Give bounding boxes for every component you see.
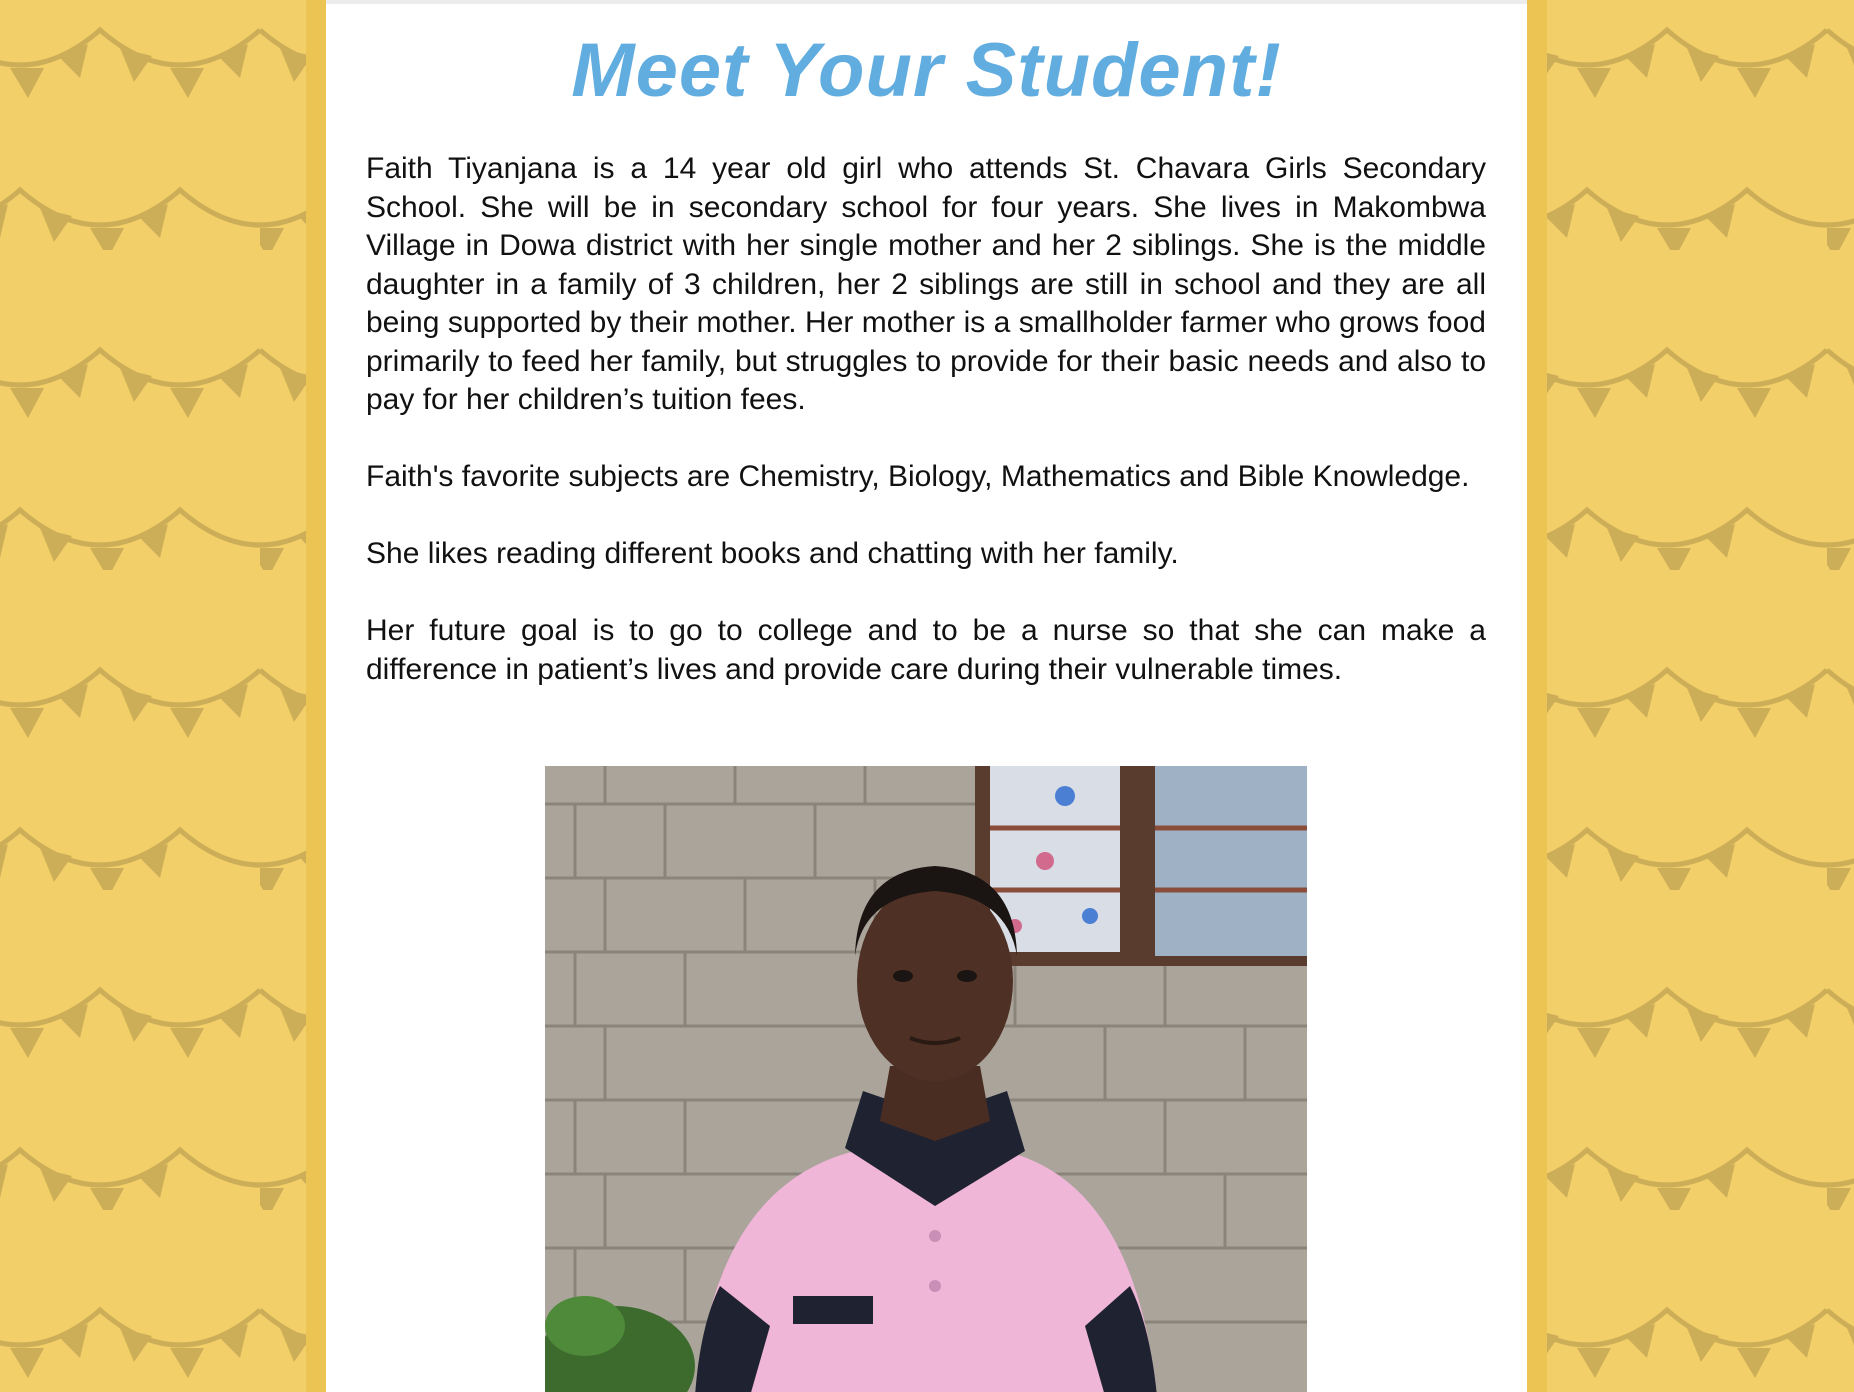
bio-paragraph-subjects: Faith's favorite subjects are Chemistry, Biology, Mathematics and Bible Knowledge. [366,460,1470,493]
bio-paragraph-background: Faith Tiyanjana is a 14 year old girl who attends St. Chavara Girls Secondary School. She will be in secondary school for four years. She lives in Makombwa Village in Dowa district with her single mother and her 2 siblings. She is the middle daughter in a family of 3 children, her 2 siblings are still in school and they are all being supported by their mother. Her mother is a smallholder farmer who grows food primarily to feed her family, but struggles to provide for their basic needs and also to pay for her children’s tuition fees. [366,152,1486,416]
student-bio [366,150,1486,728]
card-border-right [1527,0,1547,1392]
content-card [326,0,1527,1392]
student-photo [545,766,1307,1392]
card-border-left [306,0,326,1392]
background-pattern-left [0,0,326,1392]
bio-paragraph-goal: Her future goal is to go to college and to be a nurse so that she can make a difference in patient’s lives and provide care during their vulnerable times. [366,614,1486,686]
page-title: Meet Your Student! [571,28,1282,113]
bio-paragraph-hobbies: She likes reading different books and chatting with her family. [366,537,1179,570]
student-photo-icon [545,766,1307,1392]
background-pattern-right [1527,0,1854,1392]
bunting-pattern-right-icon [1527,0,1854,1392]
bunting-pattern-left-icon [0,0,326,1392]
